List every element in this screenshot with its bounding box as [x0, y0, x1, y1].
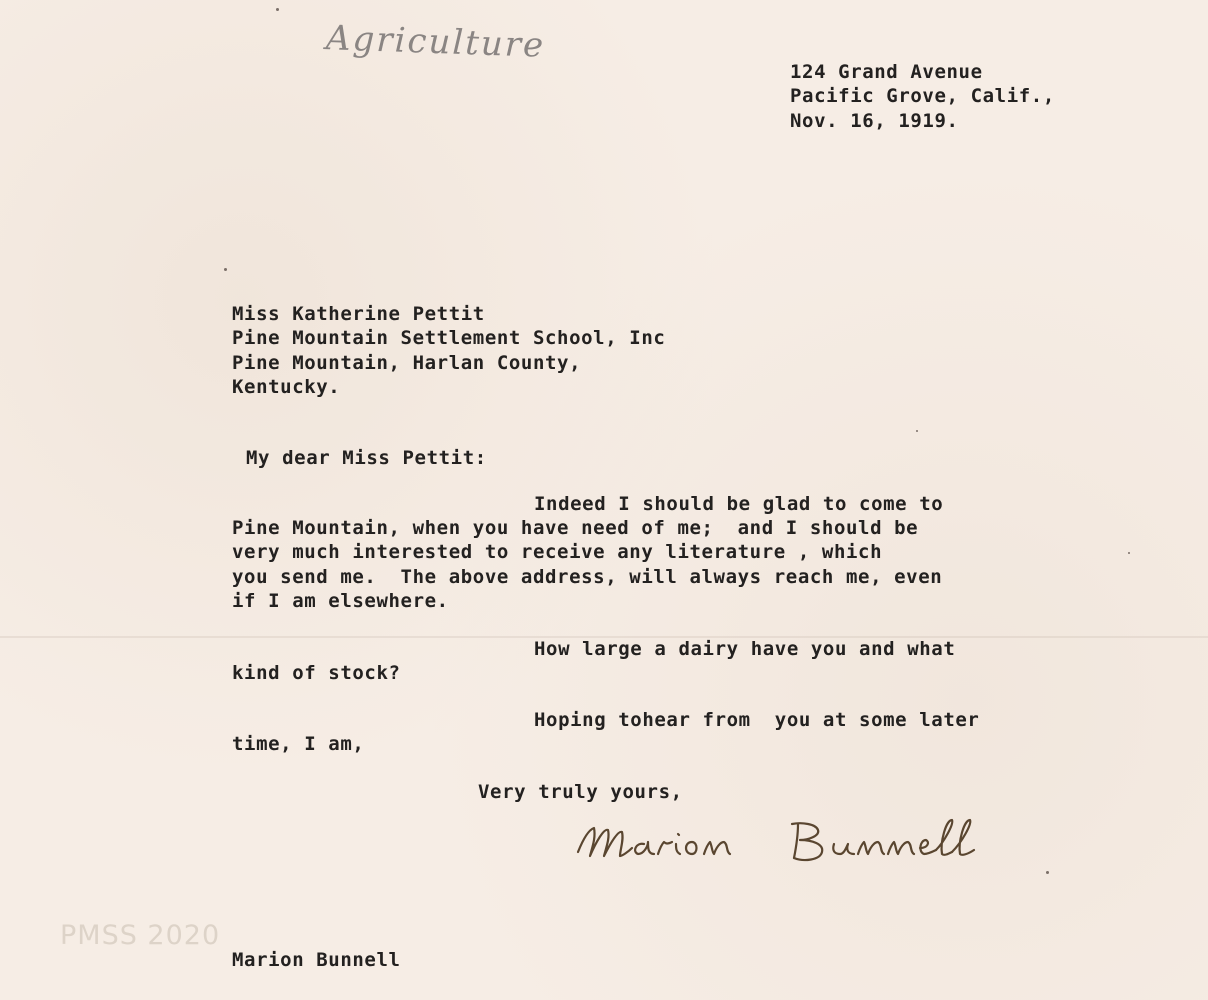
paragraph-2-body: kind of stock? — [232, 662, 401, 684]
sender-address — [790, 60, 1055, 133]
paper-speck — [916, 430, 918, 432]
recipient-organization: Pine Mountain Settlement School, Inc — [232, 327, 666, 350]
paper-speck — [1128, 552, 1130, 554]
address-line: 124 Grand Avenue — [790, 61, 983, 83]
recipient-location: Pine Mountain, Harlan County, — [232, 351, 582, 374]
salutation: My dear Miss Pettit: — [246, 447, 487, 469]
address-line: Pacific Grove, Calif., — [790, 85, 1055, 108]
handwritten-signature — [572, 812, 1072, 892]
archive-watermark: PMSS 2020 — [60, 920, 221, 951]
paper-speck — [224, 268, 227, 271]
paragraph-3-body: time, I am, — [232, 733, 365, 755]
paper-speck — [276, 8, 279, 11]
recipient-name: Miss Katherine Pettit — [232, 303, 485, 325]
paragraph-3-first-line: Hoping tohear from you at some later — [534, 709, 980, 731]
recipient-state: Kentucky. — [232, 376, 341, 399]
handwritten-category-note: Agriculture — [325, 18, 546, 66]
typed-signature-name: Marion Bunnell — [232, 949, 401, 971]
paragraph-2-first-line: How large a dairy have you and what — [534, 638, 956, 660]
paragraph-1-first-line: Indeed I should be glad to come to — [534, 493, 944, 515]
paragraph-1-body: Pine Mountain, when you have need of me; and I should be very much interested to receive any literature , which you send me. The above address, will always reach me, even if I am elsewhere. — [232, 517, 943, 613]
recipient-address-block — [232, 302, 665, 400]
date-line: Nov. 16, 1919. — [790, 109, 959, 132]
complimentary-closing: Very truly yours, — [478, 781, 683, 803]
